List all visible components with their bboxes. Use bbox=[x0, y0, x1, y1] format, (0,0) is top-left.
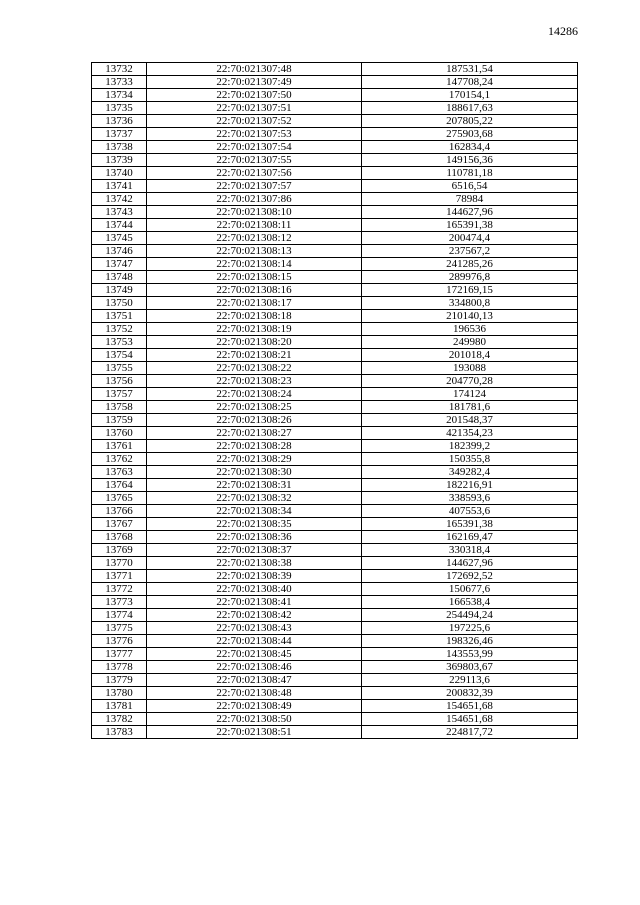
table-row bbox=[92, 583, 578, 596]
table-row bbox=[92, 310, 578, 323]
cadastral-number-cell: 22:70:021308:35 bbox=[147, 518, 362, 531]
cadastral-value-cell: 166538,4 bbox=[362, 596, 578, 609]
cadastral-value-cell: 275903,68 bbox=[362, 128, 578, 141]
row-number-cell: 13782 bbox=[92, 713, 147, 726]
cadastral-number-cell: 22:70:021308:46 bbox=[147, 661, 362, 674]
cadastral-value-cell: 78984 bbox=[362, 193, 578, 206]
row-number-cell: 13769 bbox=[92, 544, 147, 557]
row-number-cell: 13735 bbox=[92, 102, 147, 115]
cadastral-value-cell: 407553,6 bbox=[362, 505, 578, 518]
table-row bbox=[92, 505, 578, 518]
cadastral-value-cell: 182216,91 bbox=[362, 479, 578, 492]
table-body bbox=[92, 63, 578, 739]
cadastral-value-cell: 229113,6 bbox=[362, 674, 578, 687]
row-number-cell: 13774 bbox=[92, 609, 147, 622]
cadastral-value-cell: 224817,72 bbox=[362, 726, 578, 739]
table-row bbox=[92, 687, 578, 700]
page-number: 14286 bbox=[548, 24, 578, 38]
row-number-cell: 13767 bbox=[92, 518, 147, 531]
cadastral-number-cell: 22:70:021308:12 bbox=[147, 232, 362, 245]
cadastral-value-cell: 193088 bbox=[362, 362, 578, 375]
cadastral-value-cell: 170154,1 bbox=[362, 89, 578, 102]
table-row bbox=[92, 648, 578, 661]
cadastral-value-cell: 369803,67 bbox=[362, 661, 578, 674]
cadastral-value-cell: 149156,36 bbox=[362, 154, 578, 167]
cadastral-number-cell: 22:70:021308:50 bbox=[147, 713, 362, 726]
cadastral-value-cell: 182399,2 bbox=[362, 440, 578, 453]
table-row bbox=[92, 362, 578, 375]
cadastral-number-cell: 22:70:021308:21 bbox=[147, 349, 362, 362]
cadastral-value-cell: 210140,13 bbox=[362, 310, 578, 323]
row-number-cell: 13764 bbox=[92, 479, 147, 492]
cadastral-number-cell: 22:70:021308:36 bbox=[147, 531, 362, 544]
table-row bbox=[92, 492, 578, 505]
cadastral-number-cell: 22:70:021307:56 bbox=[147, 167, 362, 180]
row-number-cell: 13768 bbox=[92, 531, 147, 544]
cadastral-value-cell: 6516,54 bbox=[362, 180, 578, 193]
cadastral-value-table bbox=[91, 62, 578, 739]
row-number-cell: 13747 bbox=[92, 258, 147, 271]
cadastral-number-cell: 22:70:021308:17 bbox=[147, 297, 362, 310]
cadastral-number-cell: 22:70:021308:11 bbox=[147, 219, 362, 232]
cadastral-value-cell: 241285,26 bbox=[362, 258, 578, 271]
cadastral-value-cell: 162169,47 bbox=[362, 531, 578, 544]
table-row bbox=[92, 167, 578, 180]
cadastral-value-cell: 143553,99 bbox=[362, 648, 578, 661]
table-row bbox=[92, 596, 578, 609]
cadastral-value-cell: 207805,22 bbox=[362, 115, 578, 128]
cadastral-number-cell: 22:70:021308:10 bbox=[147, 206, 362, 219]
cadastral-number-cell: 22:70:021308:23 bbox=[147, 375, 362, 388]
cadastral-number-cell: 22:70:021308:14 bbox=[147, 258, 362, 271]
cadastral-value-cell: 289976,8 bbox=[362, 271, 578, 284]
row-number-cell: 13745 bbox=[92, 232, 147, 245]
cadastral-value-cell: 198326,46 bbox=[362, 635, 578, 648]
row-number-cell: 13742 bbox=[92, 193, 147, 206]
table-row bbox=[92, 128, 578, 141]
cadastral-value-cell: 201018,4 bbox=[362, 349, 578, 362]
table-row bbox=[92, 713, 578, 726]
cadastral-number-cell: 22:70:021308:51 bbox=[147, 726, 362, 739]
cadastral-number-cell: 22:70:021307:49 bbox=[147, 76, 362, 89]
table-row bbox=[92, 453, 578, 466]
cadastral-value-cell: 144627,96 bbox=[362, 557, 578, 570]
cadastral-number-cell: 22:70:021308:41 bbox=[147, 596, 362, 609]
table-row bbox=[92, 414, 578, 427]
row-number-cell: 13744 bbox=[92, 219, 147, 232]
row-number-cell: 13779 bbox=[92, 674, 147, 687]
table-row bbox=[92, 544, 578, 557]
row-number-cell: 13776 bbox=[92, 635, 147, 648]
row-number-cell: 13771 bbox=[92, 570, 147, 583]
row-number-cell: 13759 bbox=[92, 414, 147, 427]
row-number-cell: 13741 bbox=[92, 180, 147, 193]
cadastral-value-cell: 188617,63 bbox=[362, 102, 578, 115]
table-row bbox=[92, 193, 578, 206]
cadastral-number-cell: 22:70:021307:86 bbox=[147, 193, 362, 206]
row-number-cell: 13770 bbox=[92, 557, 147, 570]
table-row bbox=[92, 479, 578, 492]
table-row bbox=[92, 89, 578, 102]
row-number-cell: 13757 bbox=[92, 388, 147, 401]
cadastral-value-cell: 174124 bbox=[362, 388, 578, 401]
table-row bbox=[92, 115, 578, 128]
cadastral-number-cell: 22:70:021308:13 bbox=[147, 245, 362, 258]
row-number-cell: 13740 bbox=[92, 167, 147, 180]
table-row bbox=[92, 674, 578, 687]
cadastral-number-cell: 22:70:021308:18 bbox=[147, 310, 362, 323]
table-row bbox=[92, 206, 578, 219]
cadastral-number-cell: 22:70:021308:44 bbox=[147, 635, 362, 648]
row-number-cell: 13743 bbox=[92, 206, 147, 219]
cadastral-number-cell: 22:70:021307:54 bbox=[147, 141, 362, 154]
row-number-cell: 13750 bbox=[92, 297, 147, 310]
cadastral-number-cell: 22:70:021308:34 bbox=[147, 505, 362, 518]
table-row bbox=[92, 518, 578, 531]
table-row bbox=[92, 284, 578, 297]
cadastral-number-cell: 22:70:021308:15 bbox=[147, 271, 362, 284]
cadastral-number-cell: 22:70:021308:49 bbox=[147, 700, 362, 713]
row-number-cell: 13777 bbox=[92, 648, 147, 661]
cadastral-value-cell: 200832,39 bbox=[362, 687, 578, 700]
cadastral-value-cell: 147708,24 bbox=[362, 76, 578, 89]
cadastral-value-cell: 200474,4 bbox=[362, 232, 578, 245]
cadastral-value-cell: 237567,2 bbox=[362, 245, 578, 258]
cadastral-value-cell: 162834,4 bbox=[362, 141, 578, 154]
table-row bbox=[92, 219, 578, 232]
cadastral-value-cell: 421354,23 bbox=[362, 427, 578, 440]
table-row bbox=[92, 180, 578, 193]
cadastral-value-cell: 330318,4 bbox=[362, 544, 578, 557]
table-row bbox=[92, 245, 578, 258]
row-number-cell: 13746 bbox=[92, 245, 147, 258]
cadastral-number-cell: 22:70:021307:57 bbox=[147, 180, 362, 193]
table-row bbox=[92, 349, 578, 362]
table-row bbox=[92, 232, 578, 245]
cadastral-value-cell: 154651,68 bbox=[362, 713, 578, 726]
cadastral-number-cell: 22:70:021308:47 bbox=[147, 674, 362, 687]
table-row bbox=[92, 622, 578, 635]
cadastral-value-cell: 165391,38 bbox=[362, 219, 578, 232]
row-number-cell: 13733 bbox=[92, 76, 147, 89]
table-row bbox=[92, 440, 578, 453]
row-number-cell: 13780 bbox=[92, 687, 147, 700]
cadastral-number-cell: 22:70:021308:30 bbox=[147, 466, 362, 479]
cadastral-value-cell: 187531,54 bbox=[362, 63, 578, 76]
cadastral-number-cell: 22:70:021308:37 bbox=[147, 544, 362, 557]
row-number-cell: 13763 bbox=[92, 466, 147, 479]
cadastral-value-cell: 150355,8 bbox=[362, 453, 578, 466]
cadastral-number-cell: 22:70:021308:20 bbox=[147, 336, 362, 349]
row-number-cell: 13736 bbox=[92, 115, 147, 128]
table-row bbox=[92, 336, 578, 349]
table-row bbox=[92, 661, 578, 674]
cadastral-value-cell: 201548,37 bbox=[362, 414, 578, 427]
cadastral-number-cell: 22:70:021308:29 bbox=[147, 453, 362, 466]
cadastral-number-cell: 22:70:021308:38 bbox=[147, 557, 362, 570]
row-number-cell: 13760 bbox=[92, 427, 147, 440]
cadastral-number-cell: 22:70:021307:55 bbox=[147, 154, 362, 167]
table-row bbox=[92, 635, 578, 648]
table-row bbox=[92, 609, 578, 622]
table-row bbox=[92, 466, 578, 479]
row-number-cell: 13738 bbox=[92, 141, 147, 154]
cadastral-number-cell: 22:70:021307:52 bbox=[147, 115, 362, 128]
row-number-cell: 13751 bbox=[92, 310, 147, 323]
table-row bbox=[92, 154, 578, 167]
table-row bbox=[92, 531, 578, 544]
row-number-cell: 13765 bbox=[92, 492, 147, 505]
cadastral-number-cell: 22:70:021308:19 bbox=[147, 323, 362, 336]
cadastral-number-cell: 22:70:021308:27 bbox=[147, 427, 362, 440]
row-number-cell: 13752 bbox=[92, 323, 147, 336]
row-number-cell: 13766 bbox=[92, 505, 147, 518]
cadastral-number-cell: 22:70:021307:51 bbox=[147, 102, 362, 115]
table-row bbox=[92, 76, 578, 89]
cadastral-value-cell: 254494,24 bbox=[362, 609, 578, 622]
cadastral-number-cell: 22:70:021307:50 bbox=[147, 89, 362, 102]
cadastral-value-cell: 197225,6 bbox=[362, 622, 578, 635]
cadastral-value-cell: 349282,4 bbox=[362, 466, 578, 479]
cadastral-number-cell: 22:70:021308:25 bbox=[147, 401, 362, 414]
cadastral-number-cell: 22:70:021308:32 bbox=[147, 492, 362, 505]
table-row bbox=[92, 388, 578, 401]
row-number-cell: 13754 bbox=[92, 349, 147, 362]
row-number-cell: 13756 bbox=[92, 375, 147, 388]
row-number-cell: 13758 bbox=[92, 401, 147, 414]
cadastral-number-cell: 22:70:021308:40 bbox=[147, 583, 362, 596]
row-number-cell: 13762 bbox=[92, 453, 147, 466]
row-number-cell: 13748 bbox=[92, 271, 147, 284]
cadastral-value-cell: 181781,6 bbox=[362, 401, 578, 414]
row-number-cell: 13781 bbox=[92, 700, 147, 713]
table-row bbox=[92, 102, 578, 115]
table-row bbox=[92, 323, 578, 336]
row-number-cell: 13739 bbox=[92, 154, 147, 167]
table-row bbox=[92, 726, 578, 739]
cadastral-number-cell: 22:70:021307:48 bbox=[147, 63, 362, 76]
row-number-cell: 13761 bbox=[92, 440, 147, 453]
table-row bbox=[92, 700, 578, 713]
row-number-cell: 13755 bbox=[92, 362, 147, 375]
cadastral-number-cell: 22:70:021308:28 bbox=[147, 440, 362, 453]
row-number-cell: 13783 bbox=[92, 726, 147, 739]
cadastral-value-cell: 172169,15 bbox=[362, 284, 578, 297]
row-number-cell: 13737 bbox=[92, 128, 147, 141]
table-row bbox=[92, 375, 578, 388]
table-row bbox=[92, 570, 578, 583]
table-row bbox=[92, 427, 578, 440]
cadastral-value-cell: 144627,96 bbox=[362, 206, 578, 219]
cadastral-value-cell: 172692,52 bbox=[362, 570, 578, 583]
row-number-cell: 13778 bbox=[92, 661, 147, 674]
table-row bbox=[92, 258, 578, 271]
cadastral-value-cell: 249980 bbox=[362, 336, 578, 349]
cadastral-value-cell: 165391,38 bbox=[362, 518, 578, 531]
cadastral-value-cell: 196536 bbox=[362, 323, 578, 336]
table-row bbox=[92, 557, 578, 570]
row-number-cell: 13753 bbox=[92, 336, 147, 349]
cadastral-number-cell: 22:70:021308:43 bbox=[147, 622, 362, 635]
cadastral-value-cell: 334800,8 bbox=[362, 297, 578, 310]
cadastral-number-cell: 22:70:021308:24 bbox=[147, 388, 362, 401]
row-number-cell: 13734 bbox=[92, 89, 147, 102]
row-number-cell: 13773 bbox=[92, 596, 147, 609]
row-number-cell: 13749 bbox=[92, 284, 147, 297]
cadastral-number-cell: 22:70:021308:42 bbox=[147, 609, 362, 622]
cadastral-value-cell: 338593,6 bbox=[362, 492, 578, 505]
table-row bbox=[92, 297, 578, 310]
cadastral-value-cell: 110781,18 bbox=[362, 167, 578, 180]
table-row bbox=[92, 141, 578, 154]
row-number-cell: 13775 bbox=[92, 622, 147, 635]
cadastral-number-cell: 22:70:021308:45 bbox=[147, 648, 362, 661]
cadastral-number-cell: 22:70:021308:26 bbox=[147, 414, 362, 427]
row-number-cell: 13772 bbox=[92, 583, 147, 596]
cadastral-value-cell: 204770,28 bbox=[362, 375, 578, 388]
row-number-cell: 13732 bbox=[92, 63, 147, 76]
cadastral-number-cell: 22:70:021308:48 bbox=[147, 687, 362, 700]
cadastral-number-cell: 22:70:021308:31 bbox=[147, 479, 362, 492]
table-row bbox=[92, 63, 578, 76]
table-row bbox=[92, 401, 578, 414]
cadastral-number-cell: 22:70:021308:22 bbox=[147, 362, 362, 375]
cadastral-number-cell: 22:70:021308:39 bbox=[147, 570, 362, 583]
cadastral-number-cell: 22:70:021308:16 bbox=[147, 284, 362, 297]
table-row bbox=[92, 271, 578, 284]
cadastral-value-cell: 150677,6 bbox=[362, 583, 578, 596]
cadastral-number-cell: 22:70:021307:53 bbox=[147, 128, 362, 141]
cadastral-value-cell: 154651,68 bbox=[362, 700, 578, 713]
